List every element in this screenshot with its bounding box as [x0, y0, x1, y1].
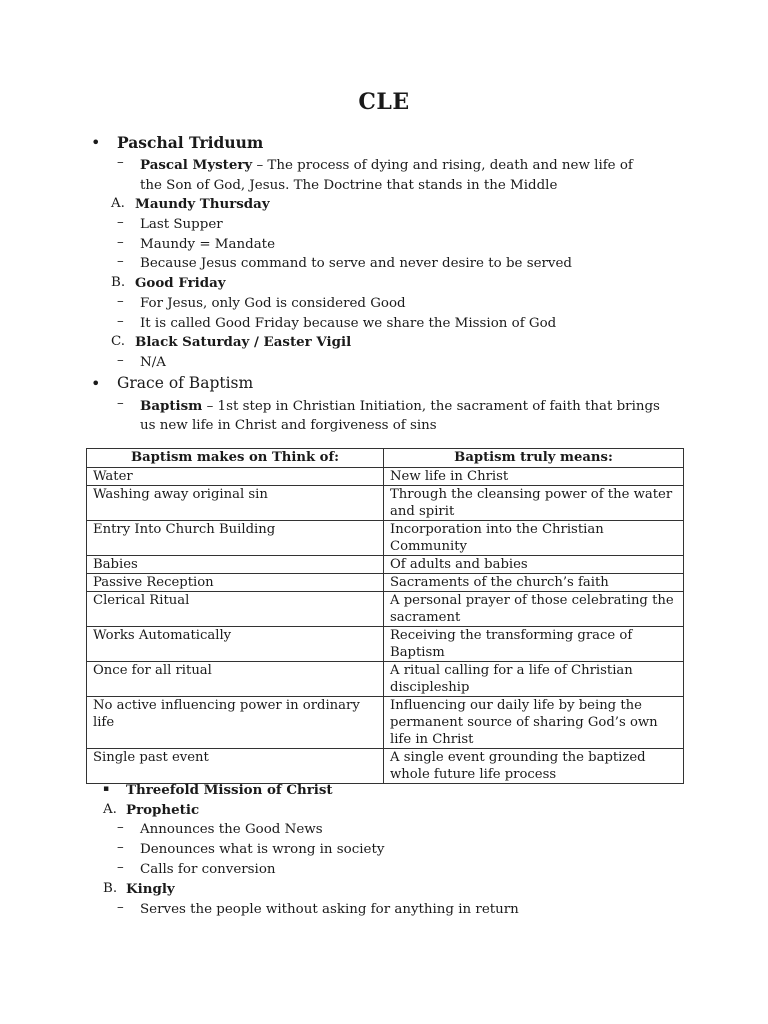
- list-label-b: B.: [111, 275, 126, 290]
- dash-icon: –: [117, 155, 124, 170]
- table-cell-truly-means: A ritual calling for a life of Christian discipleship: [384, 662, 684, 697]
- section-heading-threefold: Threefold Mission of Christ: [126, 782, 333, 798]
- subheading-prophetic: Prophetic: [126, 802, 200, 818]
- table-cell-think-of: No active influencing power in ordinary life: [87, 697, 384, 749]
- definition-text-cont: the Son of God, Jesus. The Doctrine that stands in the Middle: [140, 178, 558, 193]
- table-row: [87, 468, 684, 486]
- table-cell-truly-means: Sacraments of the church’s faith: [384, 574, 684, 592]
- subheading-good-friday: Good Friday: [135, 275, 226, 291]
- paschal-mystery-line: [140, 155, 633, 176]
- table-row: [87, 662, 684, 697]
- subheading-black-saturday: Black Saturday / Easter Vigil: [135, 334, 352, 350]
- section-heading-grace: Grace of Baptism: [117, 374, 254, 392]
- list-item: Calls for conversion: [140, 862, 276, 877]
- dash-icon: –: [117, 840, 124, 855]
- table-cell-think-of: Clerical Ritual: [87, 592, 384, 627]
- table-cell-think-of: Single past event: [87, 749, 384, 784]
- table-row: [87, 556, 684, 574]
- list-item: Denounces what is wrong in society: [140, 842, 385, 857]
- list-label-a: A.: [103, 802, 117, 817]
- list-item: Because Jesus command to serve and never desire to be served: [140, 256, 572, 271]
- definition-text: – 1st step in Christian Initiation, the sacrament of faith that brings: [202, 399, 660, 414]
- baptism-definition-line: [140, 396, 660, 417]
- table-cell-think-of: Entry Into Church Building: [87, 521, 384, 556]
- baptism-comparison-table: [86, 448, 684, 784]
- table-cell-truly-means: Of adults and babies: [384, 556, 684, 574]
- bullet-icon: •: [91, 133, 101, 152]
- dash-icon: –: [117, 860, 124, 875]
- table-cell-think-of: Water: [87, 468, 384, 486]
- definition-text-cont: us new life in Christ and forgiveness of sins: [140, 418, 437, 433]
- list-item: Serves the people without asking for anything in return: [140, 902, 519, 917]
- dash-icon: –: [117, 353, 124, 368]
- table-cell-truly-means: New life in Christ: [384, 468, 684, 486]
- dash-icon: –: [117, 396, 124, 411]
- table-cell-think-of: Passive Reception: [87, 574, 384, 592]
- subheading-kingly: Kingly: [126, 881, 175, 897]
- dash-icon: –: [117, 215, 124, 230]
- list-item: It is called Good Friday because we share the Mission of God: [140, 316, 557, 331]
- page-title: CLE: [358, 89, 410, 115]
- table-header-cell: Baptism truly means:: [384, 449, 684, 468]
- table-cell-think-of: Babies: [87, 556, 384, 574]
- table-cell-think-of: Once for all ritual: [87, 662, 384, 697]
- list-label-b: B.: [103, 881, 118, 896]
- square-bullet-icon: ▪: [103, 784, 110, 794]
- table-row: [87, 486, 684, 521]
- dash-icon: –: [117, 314, 124, 329]
- table-cell-truly-means: Incorporation into the Christian Community: [384, 521, 684, 556]
- list-item: Last Supper: [140, 217, 223, 232]
- table-row: [87, 627, 684, 662]
- table-cell-truly-means: Through the cleansing power of the water and spirit: [384, 486, 684, 521]
- dash-icon: –: [117, 235, 124, 250]
- table-header-row: [87, 449, 684, 468]
- subheading-maundy-thursday: Maundy Thursday: [135, 196, 270, 212]
- table-cell-think-of: Works Automatically: [87, 627, 384, 662]
- table-cell-think-of: Washing away original sin: [87, 486, 384, 521]
- term-pascal-mystery: Pascal Mystery: [140, 157, 253, 173]
- table-row: [87, 574, 684, 592]
- table-cell-truly-means: Receiving the transforming grace of Baptism: [384, 627, 684, 662]
- table-cell-truly-means: Influencing our daily life by being the permanent source of sharing God’s own life in Christ: [384, 697, 684, 749]
- dash-icon: –: [117, 294, 124, 309]
- list-label-c: C.: [111, 334, 126, 349]
- dash-icon: –: [117, 900, 124, 915]
- table-row: [87, 749, 684, 784]
- list-item: Maundy = Mandate: [140, 237, 275, 252]
- table-row: [87, 592, 684, 627]
- table-row: [87, 697, 684, 749]
- dash-icon: –: [117, 820, 124, 835]
- dash-icon: –: [117, 254, 124, 269]
- table-row: [87, 521, 684, 556]
- list-item: For Jesus, only God is considered Good: [140, 296, 406, 311]
- term-baptism: Baptism: [140, 398, 203, 414]
- section-heading-paschal: Paschal Triduum: [117, 133, 264, 152]
- table-header-cell: Baptism makes on Think of:: [87, 449, 384, 468]
- table-cell-truly-means: A single event grounding the baptized whole future life process: [384, 749, 684, 784]
- bullet-icon: •: [91, 374, 101, 393]
- list-item: Announces the Good News: [140, 822, 323, 837]
- definition-text: – The process of dying and rising, death and new life of: [252, 158, 633, 173]
- table-cell-truly-means: A personal prayer of those celebrating the sacrament: [384, 592, 684, 627]
- list-label-a: A.: [111, 196, 125, 211]
- list-item: N/A: [140, 355, 166, 370]
